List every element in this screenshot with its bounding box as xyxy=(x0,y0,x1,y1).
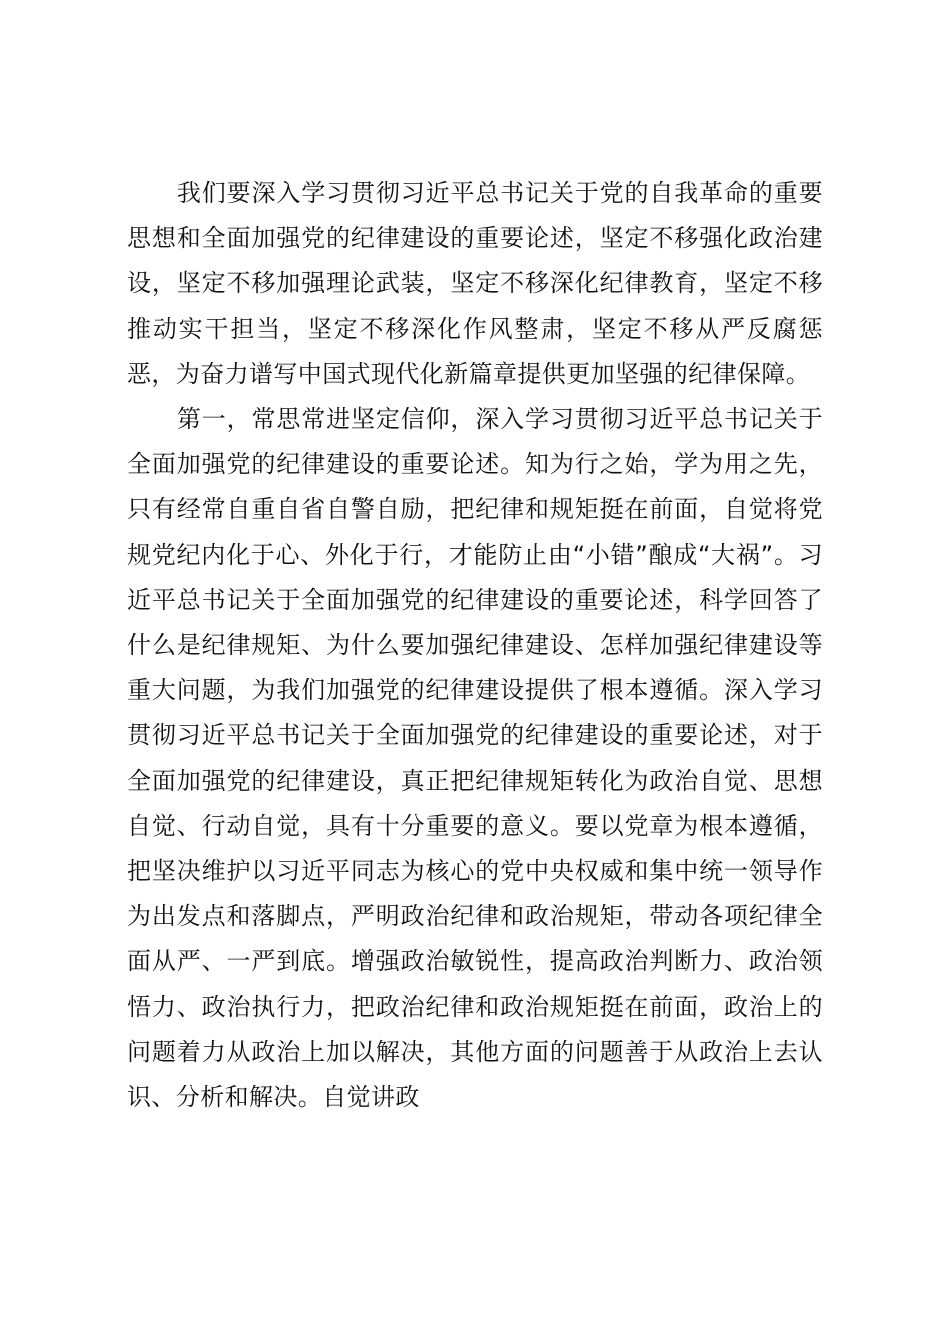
paragraph-first-point: 第一，常思常进坚定信仰，深入学习贯彻习近平总书记关于全面加强党的纪律建设的重要论述。知为行之始，学为用之先，只有经常自重自省自警自励，把纪律和规矩挺在前面，自觉将党规党纪内化于心、外化于行，才能防止由“小错”酿成“大祸”。习近平总书记关于全面加强党的纪律建设的重要论述，科学回答了什么是纪律规矩、为什么要加强纪律建设、怎样加强纪律建设等重大问题，为我们加强党的纪律建设提供了根本遵循。深入学习贯彻习近平总书记关于全面加强党的纪律建设的重要论述，对于全面加强党的纪律建设，真正把纪律规矩转化为政治自觉、思想自觉、行动自觉，具有十分重要的意义。要以党章为根本遵循，把坚决维护以习近平同志为核心的党中央权威和集中统一领导作为出发点和落脚点，严明政治纪律和政治规矩，带动各项纪律全面从严、一严到底。增强政治敏锐性，提高政治判断力、政治领悟力、政治执行力，把政治纪律和政治规矩挺在前面，政治上的问题着力从政治上加以解决，其他方面的问题善于从政治上去认识、分析和解决。自觉讲政 xyxy=(127,405,823,1112)
document-body xyxy=(127,171,823,1120)
paragraph-intro: 我们要深入学习贯彻习近平总书记关于党的自我革命的重要思想和全面加强党的纪律建设的重要论述，坚定不移强化政治建设，坚定不移加强理论武装，坚定不移深化纪律教育，坚定不移推动实干担当，坚定不移深化作风整肃，坚定不移从严反腐惩恶，为奋力谱写中国式现代化新篇章提供更加坚强的纪律保障。 xyxy=(127,179,823,388)
